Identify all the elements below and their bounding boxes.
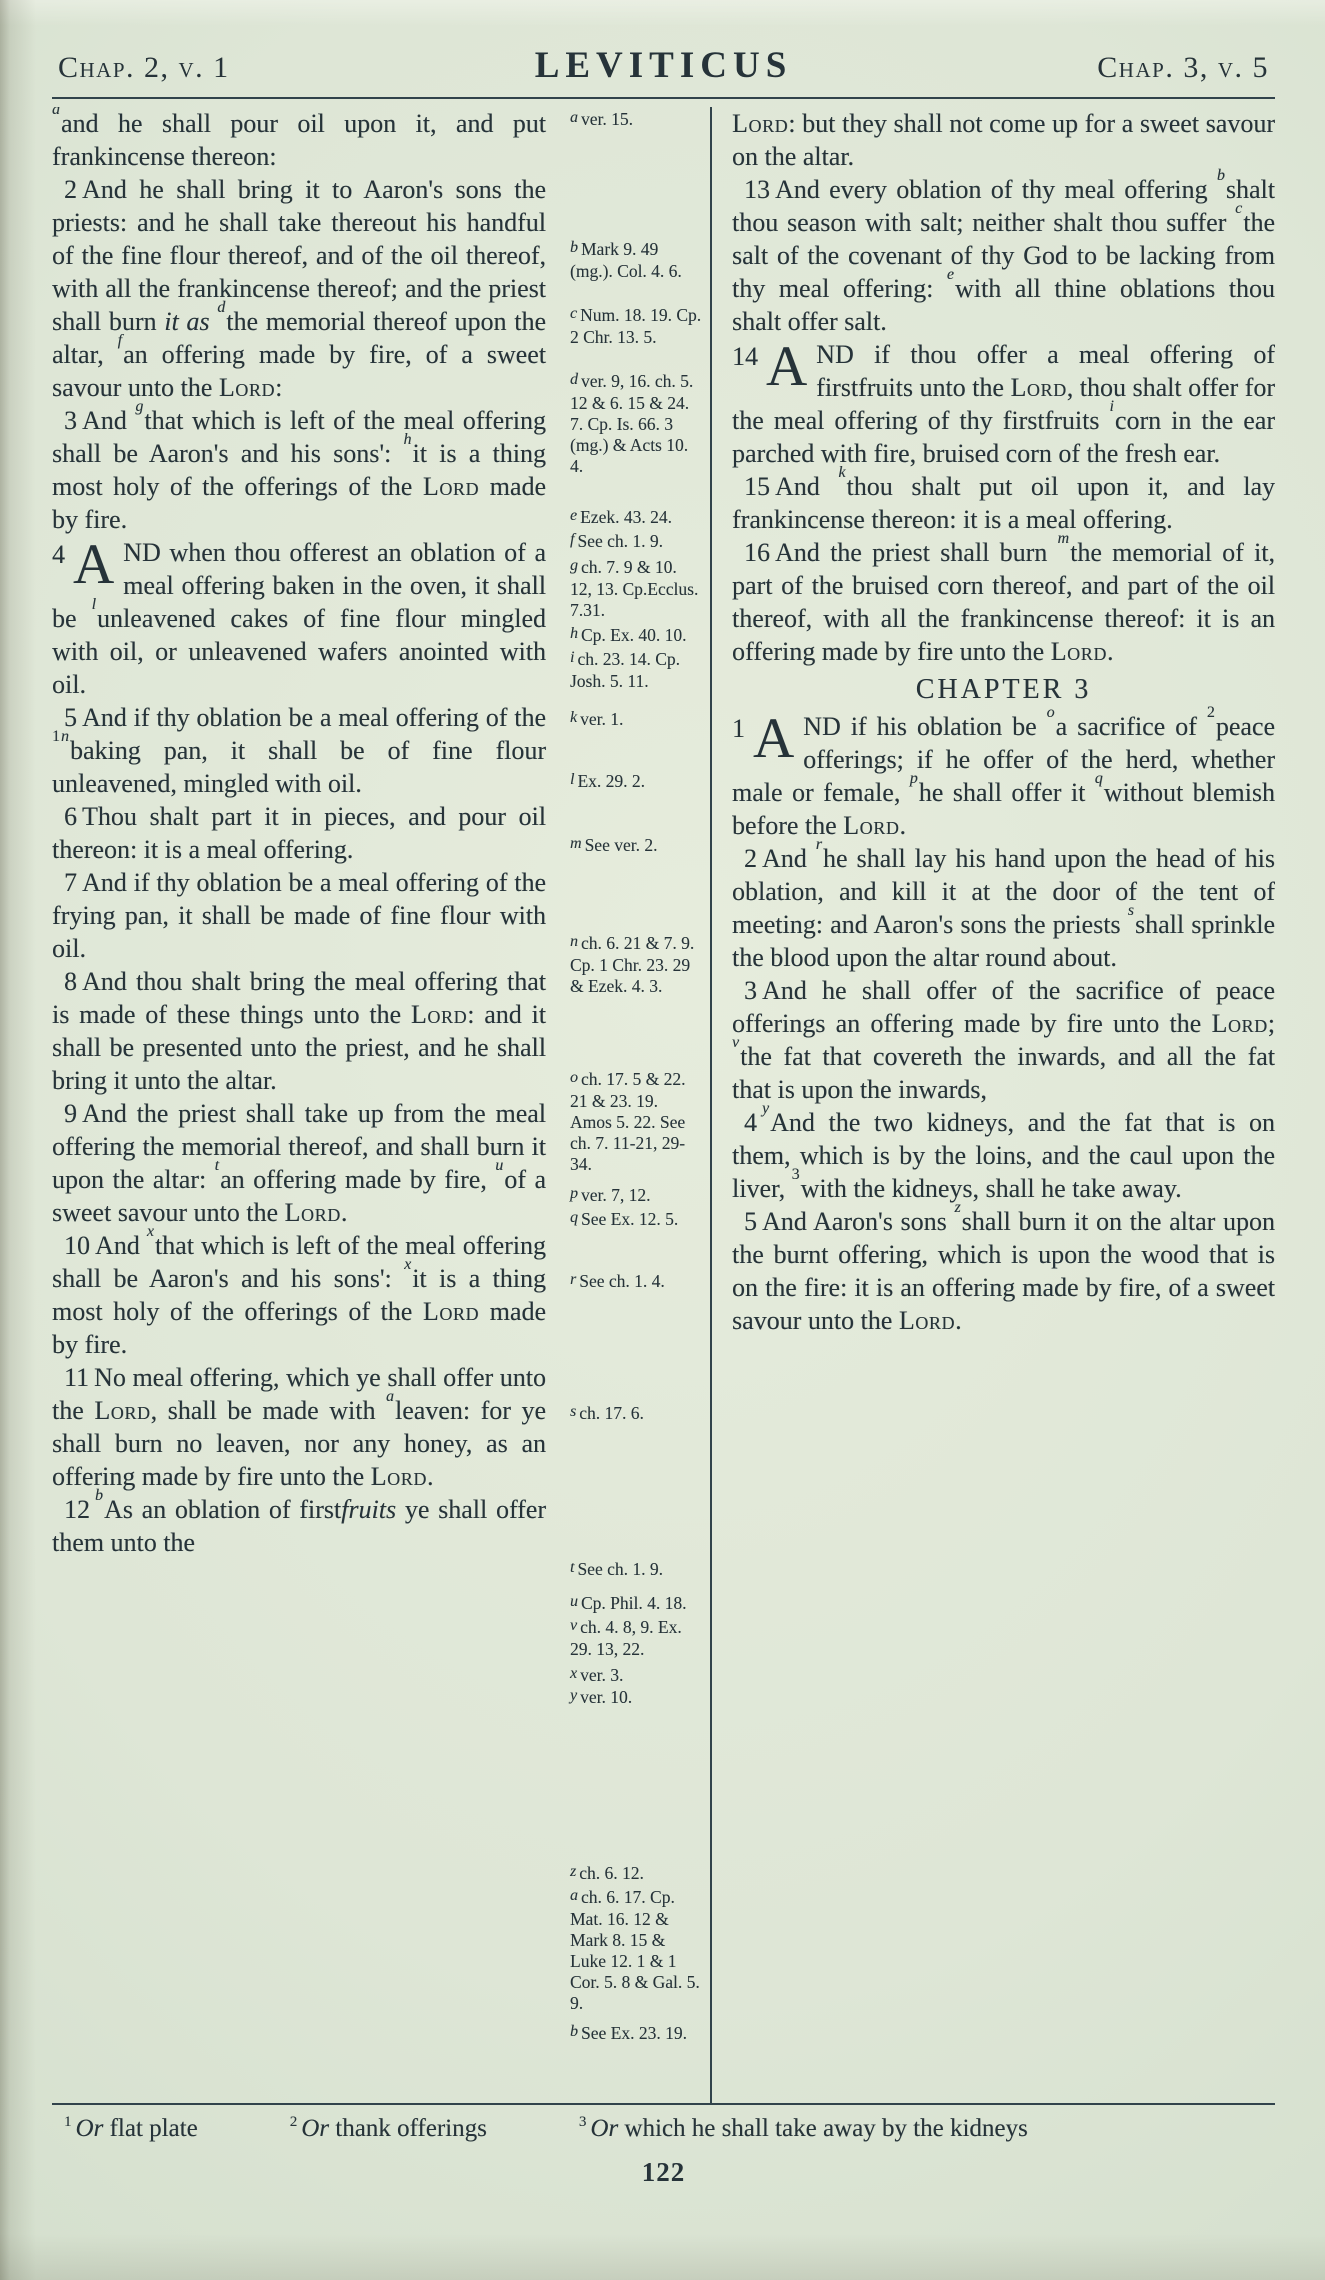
cross-reference: q See Ex. 12. 5. bbox=[570, 1209, 679, 1229]
cross-reference: y ver. 10. bbox=[570, 1687, 633, 1707]
small-caps-word: Lord bbox=[94, 1396, 151, 1425]
cross-ref-mark: d bbox=[217, 299, 226, 317]
cross-ref-mark: q bbox=[1094, 770, 1103, 788]
cross-reference: u Cp. Phil. 4. 18. bbox=[570, 1593, 687, 1613]
header-chapter-left: Chap. 2, v. 1 bbox=[58, 51, 230, 84]
verse-number: 15 bbox=[744, 472, 770, 501]
cross-reference: l Ex. 29. 2. bbox=[570, 771, 646, 791]
cross-ref-letter: q bbox=[570, 1209, 578, 1226]
footnote: $^2$ Or thank offerings bbox=[289, 2113, 487, 2142]
cross-ref-letter: a bbox=[570, 1887, 578, 1904]
page-title: LEVITICUS bbox=[534, 45, 793, 86]
verse-number: 13 bbox=[744, 175, 770, 204]
cross-reference: a ver. 15. bbox=[570, 109, 634, 129]
verse: 4 $^y$And the two kidneys, and the fat that is on them, which is by the loins, and the caul upon the liver, $^3$with the kidneys, shall he take away. bbox=[732, 1100, 1275, 1203]
cross-ref-letter: i bbox=[570, 649, 575, 666]
cross-ref-letter: x bbox=[570, 1665, 578, 1682]
cross-reference: m See ver. 2. bbox=[570, 835, 658, 855]
chapter-heading: CHAPTER 3 bbox=[915, 674, 1092, 705]
cross-ref-letter: h bbox=[570, 625, 578, 642]
cross-reference: s ch. 17. 6. bbox=[570, 1403, 644, 1423]
small-caps-word: Lord bbox=[1211, 1009, 1268, 1038]
cross-ref-letter: a bbox=[570, 109, 578, 126]
cross-ref-mark: h bbox=[403, 431, 412, 449]
verse-number: 8 bbox=[64, 967, 77, 996]
cross-ref-mark: c bbox=[1235, 200, 1243, 218]
cross-ref-mark: b bbox=[95, 1487, 103, 1505]
drop-cap bbox=[732, 335, 808, 404]
cross-reference: c Num. 18. 19. Cp. 2 Chr. 13. 5. bbox=[570, 305, 702, 347]
cross-ref-mark: t bbox=[214, 1157, 220, 1175]
cross-ref-letter: v bbox=[570, 1617, 578, 1634]
cross-ref-mark: 2 bbox=[1206, 704, 1215, 722]
small-caps-word: Lord bbox=[422, 472, 480, 501]
drop-cap-letter: A bbox=[766, 335, 808, 398]
cross-reference: a ch. 6. 17. Cp. Mat. 16. 12 & Mark 8. 15 & Luke 12. 1 & 1 Cor. 5. 8 & Gal. 5. 9. bbox=[570, 1887, 700, 2013]
verse: 2 And he shall bring it to Aaron's sons the priests: and he shall take thereout his handful of the fine flour thereof, and of the oil thereof, with all the frankincense thereof; and the priest shall burn it as $^d$the memorial thereof upon the altar, $^f$an offering made by fire, of a sweet savour unto the Lord: bbox=[52, 175, 546, 402]
verse-number: 1 bbox=[732, 714, 745, 743]
footnote-label: Or bbox=[301, 2115, 329, 2142]
cross-reference: t See ch. 1. 9. bbox=[570, 1559, 663, 1579]
cross-ref-mark: x bbox=[404, 1256, 412, 1274]
small-caps-word: Lord bbox=[898, 1306, 956, 1335]
verse: 1 A ND if his oblation be $^o$a sacrifice of $^2$peace offerings; if he offer of the herd, whether male or female, $^p$he shall offer it $^q$without blemish before the Lord. bbox=[732, 704, 1275, 840]
verse-number: 4 bbox=[744, 1108, 757, 1137]
verse: 3 And he shall offer of the sacrifice of peace offerings an offering made by fire unto the Lord; $^v$the fat that covereth the inwards, and all the fat that is upon the inwards, bbox=[732, 976, 1275, 1104]
verse: 9 And the priest shall take up from the meal offering the memorial thereof, and shall burn it upon the altar: $^t$an offering made by fire, $^u$of a sweet savour unto the Lord. bbox=[52, 1099, 546, 1227]
cross-reference: e Ezek. 43. 24. bbox=[570, 507, 672, 527]
small-caps-word: Lord bbox=[218, 373, 276, 402]
footnote-number: 1 bbox=[64, 2113, 72, 2130]
cross-ref-mark: p bbox=[909, 770, 918, 788]
cross-ref-letter: b bbox=[570, 239, 578, 256]
cross-reference: h Cp. Ex. 40. 10. bbox=[570, 625, 687, 645]
cross-reference: o ch. 17. 5 & 22. 21 & 23. 19. Amos 5. 22. See ch. 7. 11-21, 29-34. bbox=[570, 1069, 686, 1174]
verse-number: 2 bbox=[744, 844, 757, 873]
cross-ref-letter: m bbox=[570, 835, 582, 852]
drop-cap bbox=[732, 707, 795, 776]
cross-ref-mark: 3 bbox=[791, 1166, 800, 1184]
right-column bbox=[712, 107, 1275, 2103]
footnote-label: Or bbox=[590, 2115, 619, 2142]
footnote-number: 3 bbox=[578, 2113, 587, 2130]
cross-reference: r See ch. 1. 4. bbox=[570, 1271, 665, 1291]
cross-reference: b See Ex. 23. 19. bbox=[570, 2023, 687, 2043]
verse-number: 11 bbox=[64, 1363, 90, 1392]
cross-reference: g ch. 7. 9 & 10. 12, 13. Cp.Ecclus. 7.31. bbox=[570, 557, 699, 620]
verse-number: 2 bbox=[64, 175, 77, 204]
verse: 16 And the priest shall burn $^m$the memorial of it, part of the bruised corn thereof, and part of the oil thereof, with all the frankincense thereof: it is an offering made by fire unto the Lord. bbox=[732, 530, 1275, 666]
header-chapter-right: Chap. 3, v. 5 bbox=[1097, 51, 1269, 84]
footnote-label: Or bbox=[75, 2115, 104, 2142]
verse-number: 5 bbox=[64, 703, 77, 732]
cross-reference: k ver. 1. bbox=[570, 709, 624, 729]
small-caps-word: Lord bbox=[732, 109, 789, 138]
cross-reference: v ch. 4. 8, 9. Ex. 29. 13, 22. bbox=[570, 1617, 682, 1659]
cross-ref-mark: e bbox=[946, 266, 955, 284]
cross-ref-letter: u bbox=[570, 1593, 578, 1610]
footnote: $^3$ Or which he shall take away by the kidneys bbox=[578, 2113, 1028, 2142]
cross-ref-letter: f bbox=[570, 531, 575, 548]
verse: 2 And $^r$he shall lay his hand upon the head of his oblation, and kill it at the door of the tent of meeting: and Aaron's sons the priests $^s$shall sprinkle the blood upon the altar round about. bbox=[732, 836, 1275, 972]
verse: 10 And $^x$that which is left of the meal offering shall be Aaron's and his sons': $^x$it is a thing most holy of the offerings of the Lord made by fire. bbox=[52, 1223, 546, 1359]
verse-number: 6 bbox=[64, 802, 77, 831]
refs-column bbox=[558, 107, 710, 2103]
footnote-number: 2 bbox=[289, 2113, 298, 2130]
cross-ref-mark: 1 bbox=[52, 728, 60, 746]
cross-ref-mark: s bbox=[1127, 902, 1134, 920]
small-caps-word: Lord bbox=[1050, 637, 1107, 666]
verse-number: 9 bbox=[64, 1099, 77, 1128]
cross-ref-mark: a bbox=[52, 107, 60, 119]
small-caps-word: Lord bbox=[1010, 373, 1067, 402]
cross-ref-mark: v bbox=[732, 1034, 740, 1052]
verse-number: 16 bbox=[744, 538, 770, 567]
verse-number: 4 bbox=[52, 540, 65, 569]
cross-ref-letter: d bbox=[570, 371, 578, 388]
cross-reference: p ver. 7, 12. bbox=[570, 1185, 651, 1205]
cross-ref-letter: k bbox=[570, 709, 578, 726]
cross-reference: f See ch. 1. 9. bbox=[570, 531, 663, 551]
cross-ref-letter: c bbox=[570, 305, 578, 322]
cross-ref-mark: x bbox=[146, 1223, 154, 1241]
cross-reference: n ch. 6. 21 & 7. 9. Cp. 1 Chr. 23. 29 & Ezek. 4. 3. bbox=[570, 933, 695, 996]
verse: 13 And every oblation of thy meal offering $^b$shalt thou season with salt; neither shalt thou suffer $^c$the salt of the covenant of thy God to be lacking from thy meal offering: $^e$with all thine oblations thou shalt offer salt. bbox=[732, 167, 1275, 336]
cross-ref-letter: p bbox=[570, 1185, 578, 1202]
verse: 5 And Aaron's sons $^z$shall burn it on the altar upon the burnt offering, which is upon the wood that is on the fire: it is an offering made by fire, of a sweet savour unto the Lord. bbox=[732, 1199, 1275, 1335]
cross-ref-mark: o bbox=[1046, 704, 1055, 722]
verse: 3 And $^g$that which is left of the meal offering shall be Aaron's and his sons': $^h$it is a thing most holy of the offerings of the Lord made by fire. bbox=[52, 398, 546, 534]
verse-number: 5 bbox=[744, 1207, 757, 1236]
cross-ref-letter: g bbox=[570, 557, 578, 574]
cross-ref-mark: u bbox=[495, 1157, 504, 1175]
verse: 15 And $^k$thou shalt put oil upon it, and lay frankincense thereon: it is a meal offering. bbox=[732, 464, 1275, 534]
verse-number: 3 bbox=[64, 406, 77, 435]
cross-ref-letter: b bbox=[570, 2023, 578, 2040]
small-caps-word: Lord bbox=[843, 811, 900, 840]
cross-ref-letter: t bbox=[570, 1559, 575, 1576]
verse: 14 A ND if thou offer a meal offering of firstfruits unto the Lord, thou shalt offer for the meal offering of thy firstfruits $^i$corn in the ear parched with fire, bruised corn of the fresh ear. bbox=[732, 335, 1275, 468]
cross-reference: x ver. 3. bbox=[570, 1665, 624, 1685]
footnotes bbox=[52, 2105, 1275, 2143]
verse: 12 $^b$As an oblation of firstfruits ye shall offer them unto the bbox=[52, 1487, 546, 1557]
verse-continuation: $^a$and he shall pour oil upon it, and put frankincense thereon: bbox=[52, 107, 546, 173]
small-caps-word: Lord bbox=[422, 1297, 480, 1326]
cross-ref-letter: o bbox=[570, 1069, 578, 1086]
verse: 6 Thou shalt part it in pieces, and pour oil thereon: it is a meal offering. bbox=[52, 802, 546, 864]
cross-ref-mark: i bbox=[1109, 398, 1114, 416]
cross-ref-mark: a bbox=[385, 1388, 394, 1406]
cross-reference: b Mark 9. 49 (mg.). Col. 4. 6. bbox=[570, 239, 682, 281]
left-column bbox=[52, 107, 558, 2103]
footnote: $^1$ Or flat plate bbox=[64, 2113, 198, 2142]
header-rule bbox=[52, 97, 1275, 99]
drop-cap-letter: A bbox=[73, 533, 115, 596]
verse: 8 And thou shalt bring the meal offering that is made of these things unto the Lord: and it shall be presented unto the priest, and he shall bring it unto the altar. bbox=[52, 967, 546, 1095]
cross-reference: z ch. 6. 12. bbox=[570, 1863, 644, 1883]
verse: 7 And if thy oblation be a meal offering of the frying pan, it shall be made of fine flour with oil. bbox=[52, 868, 546, 963]
verse-number: 3 bbox=[744, 976, 757, 1005]
cross-ref-mark: l bbox=[91, 596, 97, 614]
cross-ref-letter: s bbox=[570, 1403, 577, 1420]
cross-ref-letter: l bbox=[570, 771, 575, 788]
verse-number: 14 bbox=[732, 342, 758, 371]
small-caps-word: Lord bbox=[284, 1198, 341, 1227]
cross-reference: i ch. 23. 14. Cp. Josh. 5. 11. bbox=[570, 649, 681, 691]
verse-number: 12 bbox=[64, 1495, 90, 1524]
page-body bbox=[52, 107, 1275, 2103]
verse: 11 No meal offering, which ye shall offer unto the Lord, shall be made with $^a$leaven: for ye shall burn no leaven, nor any honey, as an offering made by fire unto the Lord. bbox=[52, 1363, 546, 1491]
page-header bbox=[52, 44, 1275, 97]
cross-ref-mark: n bbox=[61, 728, 69, 746]
cross-ref-letter: n bbox=[570, 933, 578, 950]
verse: 4 A ND when thou offerest an oblation of a meal offering baken in the oven, it shall be $^l$unleavened cakes of fine flour mingled with oil, or unleavened wafers anointed with oil. bbox=[52, 533, 547, 699]
verse-continuation: Lord: but they shall not come up for a sweet savour on the altar. bbox=[732, 109, 1275, 171]
drop-cap bbox=[52, 533, 115, 602]
cross-ref-letter: y bbox=[570, 1687, 578, 1704]
cross-ref-mark: b bbox=[1216, 167, 1225, 185]
cross-ref-mark: r bbox=[815, 836, 822, 854]
cross-ref-mark: f bbox=[117, 332, 123, 350]
cross-ref-mark: z bbox=[954, 1199, 961, 1217]
cross-reference: d ver. 9, 16. ch. 5. 12 & 6. 15 & 24. 7. Cp. Is. 66. 3 (mg.) & Acts 10. 4. bbox=[570, 371, 694, 476]
cross-ref-letter: z bbox=[570, 1863, 577, 1880]
page-number: 122 bbox=[641, 2157, 686, 2187]
verse-number: 7 bbox=[64, 868, 77, 897]
cross-ref-letter: e bbox=[570, 507, 578, 524]
cross-ref-letter: r bbox=[570, 1271, 577, 1288]
cross-ref-mark: y bbox=[762, 1100, 770, 1118]
drop-cap-letter: A bbox=[753, 707, 795, 770]
cross-ref-mark: g bbox=[135, 398, 144, 416]
page-content bbox=[52, 44, 1275, 2188]
cross-ref-mark: k bbox=[838, 464, 846, 482]
small-caps-word: Lord bbox=[410, 1000, 468, 1029]
verse: 5 And if thy oblation be a meal offering of the $^{1n}$baking pan, it shall be of fine flour unleavened, mingled with oil. bbox=[52, 703, 546, 798]
small-caps-word: Lord bbox=[370, 1462, 427, 1491]
verse-number: 10 bbox=[64, 1231, 90, 1260]
cross-ref-mark: m bbox=[1057, 530, 1070, 548]
